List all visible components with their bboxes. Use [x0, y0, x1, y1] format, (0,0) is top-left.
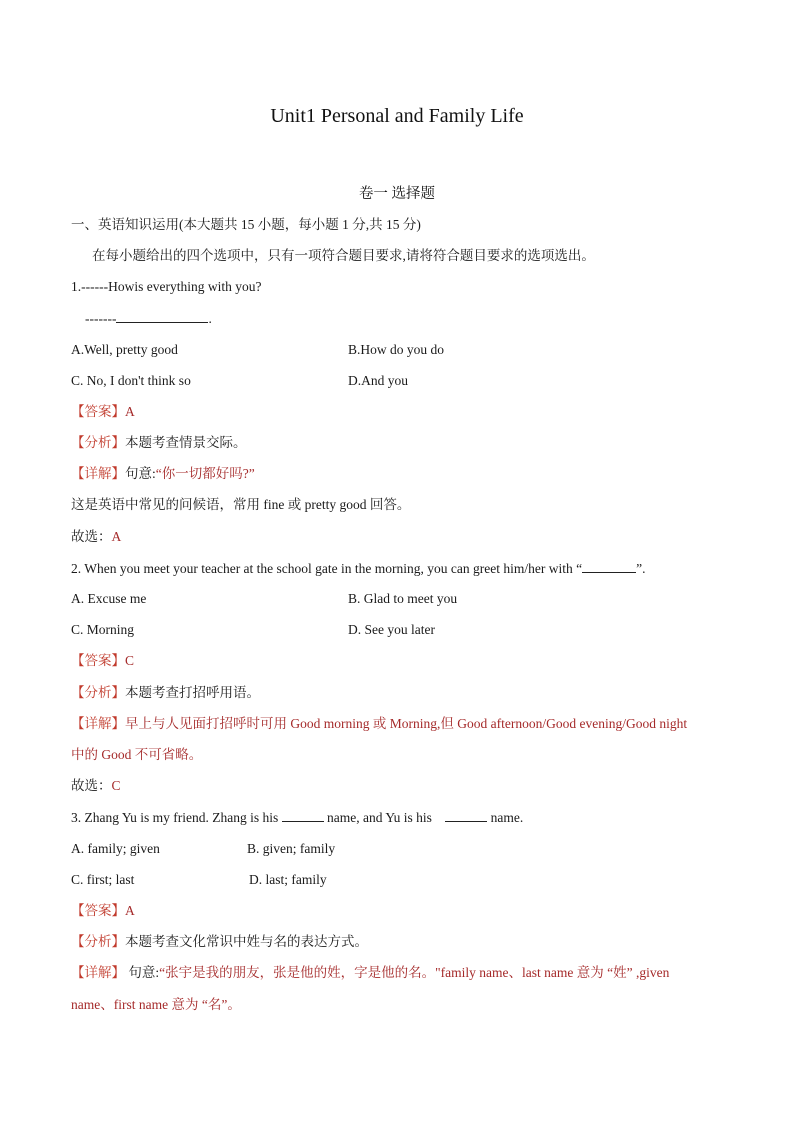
q1-detail-line — [71, 465, 255, 483]
detail-label: 【详解】 — [71, 965, 125, 980]
q3-detail-prefix: 句意: — [128, 965, 160, 980]
q1-stem-line2 — [85, 309, 212, 328]
q3-answer: A — [125, 903, 135, 918]
q2-stem-a: 2. When you meet your teacher at the school gate in the morning, you can greet him/her with “ — [71, 561, 583, 576]
choose-label: 故选： — [71, 778, 112, 793]
q1-option-b: B.How do you do — [348, 342, 445, 357]
q2-detail: 早上与人见面打招呼时可用 Good morning 或 Morning,但 Good afternoon/Good evening/Good night — [125, 716, 688, 731]
q2-option-c: C. Morning — [71, 622, 135, 637]
q1-answer: A — [125, 404, 135, 419]
q3-stem — [71, 808, 523, 827]
q2-answer: C — [125, 653, 135, 668]
q2-blank — [582, 559, 636, 573]
q3-answer-line — [71, 902, 135, 920]
q2-answer-line — [71, 652, 134, 670]
q3-option-a: A. family; given — [71, 841, 160, 856]
q3-option-b: B. given; family — [247, 841, 336, 856]
page-title: Unit1 Personal and Family Life — [270, 105, 524, 127]
q2-stem — [71, 559, 645, 578]
q2-detail-line — [71, 715, 687, 733]
q2-option-d: D. See you later — [348, 622, 435, 637]
q1-answer-line — [71, 403, 135, 421]
answer-label: 【答案】 — [71, 404, 125, 419]
q3-stem-c: name. — [490, 810, 524, 825]
q1-detail-prefix: 句意: — [125, 466, 156, 481]
q3-detail: “张宇是我的朋友，张是他的姓，字是他的名。"family name、last name 意为 “姓” ,given — [159, 965, 670, 980]
q1-dashes: ------- — [85, 311, 117, 326]
detail-label: 【详解】 — [71, 716, 125, 731]
q1-stem-end: . — [208, 311, 212, 326]
q1-stem: 1.------Howis everything with you? — [71, 279, 262, 294]
q3-option-c: C. first; last — [71, 872, 135, 887]
q3-analysis: 本题考查文化常识中姓与名的表达方式。 — [125, 934, 368, 949]
analysis-label: 【分析】 — [71, 685, 125, 700]
q1-choose-line — [71, 528, 121, 546]
q2-analysis-line — [71, 684, 260, 702]
q2-choose: C — [111, 778, 121, 793]
q3-detail-cont: name、first name 意为 “名”。 — [71, 997, 241, 1012]
q1-option-d: D.And you — [348, 373, 408, 388]
q2-analysis: 本题考查打招呼用语。 — [125, 685, 260, 700]
section-instruction: 在每小题给出的四个选项中，只有一项符合题目要求,请将符合题目要求的选项选出。 — [92, 248, 595, 263]
q1-blank — [116, 309, 208, 323]
q1-analysis-line — [71, 434, 247, 452]
q2-option-b: B. Glad to meet you — [348, 591, 458, 606]
q1-choose: A — [111, 529, 122, 544]
q1-option-a: A.Well, pretty good — [71, 342, 178, 357]
q1-detail: “你一切都好吗?” — [155, 466, 255, 481]
section-heading: 一、英语知识运用(本大题共 15 小题，每小题 1 分,共 15 分) — [71, 217, 421, 232]
q3-stem-b: name, and Yu is his — [326, 810, 432, 825]
q1-option-c: C. No, I don't think so — [71, 373, 191, 388]
q2-stem-b: ”. — [636, 561, 646, 576]
q3-detail-line — [71, 964, 669, 982]
detail-label: 【详解】 — [71, 466, 125, 481]
q3-analysis-line — [71, 933, 368, 951]
q3-blank-2 — [445, 808, 487, 822]
q2-choose-line — [71, 777, 121, 795]
q3-stem-a: 3. Zhang Yu is my friend. Zhang is his — [71, 810, 279, 825]
section-subtitle: 卷一 选择题 — [358, 186, 436, 202]
q3-blank-1 — [282, 808, 324, 822]
q3-option-d: D. last; family — [249, 872, 327, 887]
choose-label: 故选： — [71, 529, 112, 544]
q1-extra: 这是英语中常见的问候语，常用 fine 或 pretty good 回答。 — [71, 497, 411, 512]
analysis-label: 【分析】 — [71, 435, 125, 450]
answer-label: 【答案】 — [71, 903, 125, 918]
analysis-label: 【分析】 — [71, 934, 125, 949]
q2-option-a: A. Excuse me — [71, 591, 147, 606]
answer-label: 【答案】 — [71, 653, 125, 668]
q2-detail-cont: 中的 Good 不可省略。 — [71, 747, 203, 762]
q1-analysis: 本题考查情景交际。 — [125, 435, 247, 450]
